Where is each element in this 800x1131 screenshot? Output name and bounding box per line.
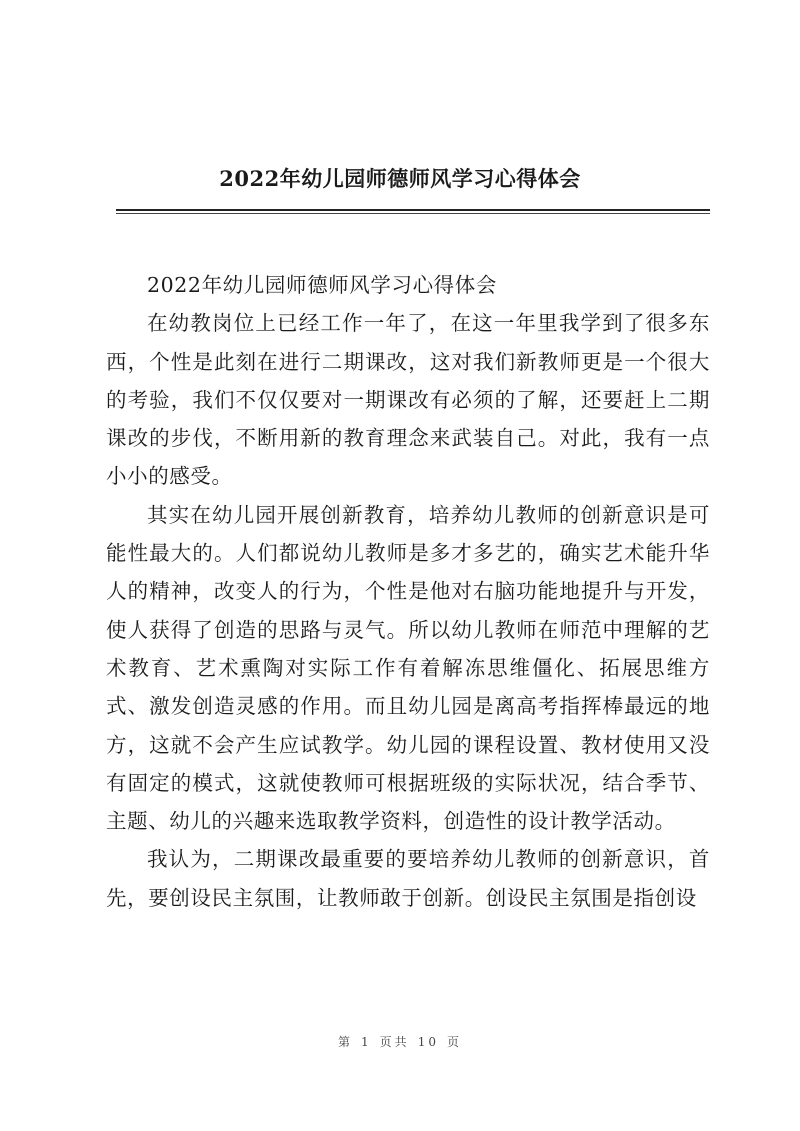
header-divider: [116, 209, 710, 211]
page-title: 2022年幼儿园师德师风学习心得体会: [219, 166, 581, 191]
paragraph: 其实在幼儿园开展创新教育，培养幼儿教师的创新意识是可能性最大的。人们都说幼儿教师是多才多艺的，确实艺术能升华人的精神，改变人的行为，个性是他对右脑功能地提升与开发，使人获得了创造的思路与灵气。所以幼儿教师在师范中理解的艺术教育、艺术熏陶对实际工作有着解冻思维僵化、拓展思维方式、激发创造灵感的作用。而且幼儿园是离高考指挥棒最远的地方，这就不会产生应试教学。幼儿园的课程设置、教材使用又没有固定的模式，这就使教师可根据班级的实际状况，结合季节、主题、幼儿的兴趣来选取教学资料，创造性的设计教学活动。: [106, 502, 710, 834]
header-divider-thin: [116, 213, 710, 214]
footer-suffix: 页: [446, 1035, 462, 1049]
paragraph: 我认为，二期课改最重要的要培养幼儿教师的创新意识，首先，要创设民主氛围，让教师敢于创新。创设民主氛围是指创设: [106, 847, 710, 910]
paragraph: 在幼教岗位上已经工作一年了，在这一年里我学到了很多东西，个性是此刻在进行二期课改，这对我们新教师更是一个很大的考验，我们不仅仅要对一期课改有必须的了解，还要赶上二期课改的步伐，不断用新的教育理念来武装自己。对此，我有一点小小的感受。: [106, 311, 710, 489]
footer-middle: 页共: [379, 1035, 410, 1049]
footer-total-pages: 10: [417, 1035, 439, 1049]
footer-page-number: 1: [361, 1035, 372, 1049]
paragraph-title-repeat: 2022年幼儿园师德师风学习心得体会: [147, 273, 497, 297]
body-text: [106, 266, 710, 917]
page-footer: [0, 1033, 800, 1050]
footer-prefix: 第: [338, 1035, 354, 1049]
